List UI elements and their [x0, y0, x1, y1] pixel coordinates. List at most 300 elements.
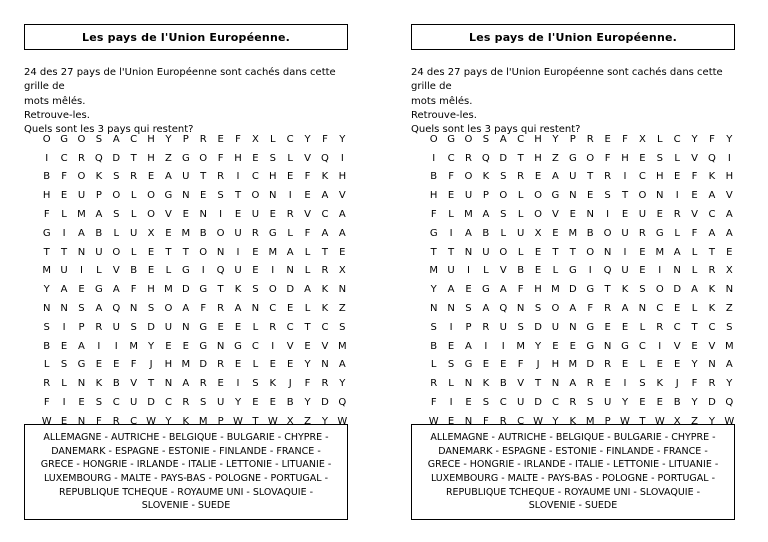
word-list-line: LUXEMBOURG - MALTE - PAYS-BAS - POLOGNE - PORTUGAL - — [430, 473, 715, 484]
grid-letter: S — [200, 397, 207, 409]
grid-letter: Y — [691, 397, 698, 409]
grid-letter: Z — [165, 152, 172, 164]
grid-letter: F — [604, 152, 611, 164]
grid-row — [425, 356, 738, 375]
grid-letter: P — [78, 321, 85, 333]
grid-letter: E — [234, 209, 242, 221]
grid-letter: Y — [552, 133, 559, 145]
grid-letter: N — [725, 284, 734, 296]
grid-letter: V — [165, 209, 172, 221]
grid-letter: E — [639, 265, 646, 277]
grid-row — [425, 374, 738, 393]
grid-letter: F — [200, 303, 207, 315]
grid-letter: R — [251, 227, 259, 239]
grid-letter: K — [321, 284, 329, 296]
grid-letter: L — [130, 190, 137, 202]
grid-letter: I — [449, 227, 453, 239]
word-list-line: GRECE - HONGRIE - IRLANDE - ITALIE - LETTONIE - LITUANIE - — [40, 459, 332, 471]
grid-letter: F — [517, 284, 524, 296]
grid-letter: R — [673, 209, 681, 221]
grid-letter: G — [199, 340, 208, 352]
grid-letter: U — [251, 209, 260, 221]
grid-letter: N — [269, 190, 277, 202]
grid-letter: E — [552, 340, 559, 352]
grid-letter: R — [638, 227, 646, 239]
grid-letter: N — [182, 321, 190, 333]
grid-letter: I — [236, 171, 240, 183]
grid-letter: V — [338, 190, 346, 202]
grid-letter: E — [182, 209, 189, 221]
grid-letter: U — [516, 227, 525, 239]
grid-letter: Q — [725, 397, 734, 409]
grid-letter: M — [725, 340, 734, 352]
grid-letter: M — [181, 227, 191, 239]
grid-row — [425, 205, 738, 224]
grid-letter: L — [691, 303, 698, 315]
grid-letter: P — [465, 321, 472, 333]
grid-letter: E — [165, 227, 172, 239]
grid-letter: E — [534, 246, 542, 258]
grid-letter: A — [482, 303, 490, 315]
grid-letter: N — [447, 303, 455, 315]
grid-letter: E — [674, 359, 681, 371]
grid-letter: F — [217, 152, 224, 164]
grid-letter: Q — [499, 303, 508, 315]
grid-letter: S — [113, 209, 120, 221]
grid-letter: R — [199, 133, 207, 145]
grid-row — [425, 393, 738, 412]
grid-letter: E — [60, 190, 68, 202]
grid-letter: G — [60, 133, 68, 145]
grid-letter: I — [62, 227, 66, 239]
grid-letter: N — [60, 303, 68, 315]
grid-letter: D — [199, 359, 208, 371]
grid-letter: H — [621, 152, 629, 164]
grid-letter: E — [447, 415, 455, 427]
grid-letter: R — [130, 171, 138, 183]
grid-letter: F — [709, 133, 715, 145]
grid-letter: U — [164, 321, 173, 333]
grid-letter: M — [77, 209, 86, 221]
grid-letter: O — [534, 209, 542, 221]
grid-letter: G — [268, 227, 277, 239]
grid-letter: F — [691, 171, 698, 183]
grid-letter: F — [587, 303, 594, 315]
instruction-line: Retrouve-les. — [24, 109, 90, 121]
grid-row — [425, 224, 738, 243]
grid-letter: E — [217, 133, 224, 145]
grid-letter: Y — [726, 133, 733, 145]
grid-row — [38, 130, 351, 149]
grid-row — [38, 224, 351, 243]
grid-letter: Y — [304, 397, 311, 409]
grid-letter: E — [287, 303, 294, 315]
grid-letter: A — [338, 359, 346, 371]
grid-letter: A — [338, 209, 346, 221]
grid-letter: E — [304, 190, 311, 202]
grid-letter: E — [182, 340, 189, 352]
grid-letter: Y — [304, 359, 311, 371]
grid-letter: F — [482, 415, 489, 427]
grid-letter: R — [604, 171, 612, 183]
grid-letter: N — [656, 190, 664, 202]
grid-letter: O — [251, 190, 260, 202]
grid-letter: G — [621, 340, 629, 352]
grid-letter: D — [534, 397, 542, 409]
grid-letter: F — [430, 397, 437, 409]
grid-letter: R — [586, 378, 594, 390]
instructions — [411, 66, 746, 137]
grid-letter: D — [499, 152, 508, 164]
grid-letter: W — [654, 415, 665, 427]
grid-letter: E — [95, 359, 103, 371]
grid-letter: E — [200, 190, 207, 202]
grid-letter: V — [130, 378, 138, 390]
grid-letter: E — [569, 209, 576, 221]
grid-letter: H — [534, 133, 542, 145]
grid-letter: O — [216, 227, 225, 239]
grid-letter: F — [304, 227, 311, 239]
grid-letter: R — [517, 171, 525, 183]
grid-letter: E — [604, 321, 611, 333]
grid-letter: N — [464, 415, 473, 427]
grid-letter: B — [95, 227, 103, 239]
grid-letter: H — [551, 359, 560, 371]
grid-letter: O — [586, 246, 595, 258]
grid-letter: V — [304, 209, 311, 221]
grid-letter: O — [586, 152, 595, 164]
grid-letter: L — [252, 321, 259, 333]
grid-letter: E — [304, 340, 311, 352]
grid-letter: O — [268, 284, 277, 296]
grid-letter: O — [77, 133, 86, 145]
grid-letter: U — [638, 209, 647, 221]
grid-letter: A — [338, 227, 346, 239]
grid-letter: R — [586, 133, 594, 145]
grid-letter: R — [499, 415, 507, 427]
grid-letter: Z — [552, 152, 559, 164]
grid-letter: C — [499, 397, 507, 409]
grid-letter: E — [639, 152, 646, 164]
grid-letter: O — [534, 190, 542, 202]
grid-letter: V — [725, 190, 733, 202]
grid-letter: C — [638, 171, 646, 183]
grid-letter: R — [217, 359, 225, 371]
grid-letter: H — [725, 171, 734, 183]
grid-letter: I — [219, 209, 223, 221]
grid-letter: C — [286, 133, 294, 145]
grid-letter: E — [217, 321, 224, 333]
word-list-line: REPUBLIQUE TCHEQUE - ROYAUME UNI - SLOVAQUIE - — [58, 486, 314, 498]
grid-letter: A — [465, 340, 472, 352]
grid-letter: E — [587, 190, 594, 202]
grid-letter: I — [501, 340, 505, 352]
grid-letter: U — [516, 397, 525, 409]
grid-letter: A — [725, 209, 733, 221]
grid-letter: A — [95, 209, 103, 221]
grid-letter: W — [41, 415, 52, 427]
grid-letter: E — [60, 340, 68, 352]
grid-letter: R — [217, 303, 225, 315]
grid-letter: J — [149, 359, 153, 371]
grid-letter: M — [198, 415, 208, 427]
grid-row — [425, 299, 738, 318]
grid-letter: N — [77, 246, 86, 258]
grid-letter: M — [181, 359, 191, 371]
grid-letter: P — [569, 133, 576, 145]
grid-letter: X — [534, 227, 542, 239]
grid-letter: L — [287, 152, 293, 164]
grid-letter: K — [182, 415, 190, 427]
grid-letter: A — [304, 284, 311, 296]
grid-letter: K — [95, 171, 103, 183]
grid-letter: I — [288, 190, 292, 202]
grid-letter: L — [304, 265, 311, 277]
grid-letter: Z — [691, 415, 698, 427]
grid-letter: R — [569, 397, 577, 409]
grid-letter: T — [708, 246, 715, 258]
grid-letter: Q — [603, 265, 612, 277]
grid-letter: A — [569, 378, 577, 390]
grid-row — [38, 262, 351, 281]
grid-letter: S — [430, 321, 437, 333]
grid-letter: C — [447, 152, 455, 164]
grid-letter: I — [449, 397, 453, 409]
grid-letter: L — [113, 227, 120, 239]
grid-letter: S — [726, 321, 733, 333]
grid-letter: O — [112, 190, 121, 202]
grid-letter: D — [147, 397, 155, 409]
grid-letter: E — [78, 397, 85, 409]
worksheet-title: Les pays de l'Union Européenne. — [81, 30, 291, 44]
grid-letter: V — [708, 340, 716, 352]
grid-letter: N — [42, 303, 51, 315]
grid-letter: C — [286, 321, 294, 333]
grid-letter: U — [182, 171, 190, 183]
grid-letter: N — [251, 303, 260, 315]
grid-letter: S — [130, 321, 137, 333]
grid-letter: J — [675, 378, 679, 390]
grid-letter: N — [216, 246, 225, 258]
grid-letter: R — [112, 415, 120, 427]
grid-letter: P — [482, 190, 489, 202]
grid-letter: U — [464, 190, 473, 202]
grid-letter: S — [500, 209, 507, 221]
grid-letter: S — [656, 152, 663, 164]
grid-letter: D — [147, 321, 155, 333]
grid-letter: C — [673, 133, 681, 145]
grid-letter: A — [286, 246, 294, 258]
grid-letter: E — [269, 359, 276, 371]
grid-letter: W — [724, 415, 735, 427]
grid-letter: W — [146, 415, 156, 427]
grid-letter: L — [448, 378, 454, 390]
grid-letter: R — [708, 378, 716, 390]
grid-letter: B — [199, 227, 207, 239]
grid-letter: S — [639, 284, 646, 296]
grid-letter: H — [429, 190, 438, 202]
grid-letter: N — [464, 378, 473, 390]
grid-letter: S — [78, 303, 85, 315]
grid-letter: J — [288, 378, 292, 390]
grid-letter: Y — [339, 378, 346, 390]
instructions — [24, 66, 359, 137]
grid-letter: E — [656, 359, 663, 371]
grid-letter: R — [708, 265, 716, 277]
grid-letter: S — [113, 171, 120, 183]
grid-letter: M — [655, 246, 665, 258]
grid-letter: L — [96, 265, 102, 277]
grid-letter: C — [551, 397, 559, 409]
grid-letter: C — [130, 133, 138, 145]
grid-letter: G — [464, 359, 473, 371]
grid-letter: N — [182, 190, 190, 202]
grid-letter: D — [181, 284, 190, 296]
grid-letter: Q — [338, 397, 347, 409]
grid-letter: A — [321, 227, 329, 239]
grid-letter: Y — [691, 359, 698, 371]
grid-letter: E — [691, 190, 698, 202]
grid-letter: N — [321, 359, 329, 371]
grid-letter: K — [621, 284, 629, 296]
grid-letter: L — [43, 359, 50, 371]
grid-letter: L — [691, 265, 698, 277]
grid-letter: R — [656, 321, 664, 333]
grid-letter: L — [304, 303, 311, 315]
instruction-line: Quels sont les 3 pays qui restent? — [24, 124, 194, 136]
word-list-line: DANEMARK - ESPAGNE - ESTONIE - FINLANDE - FRANCE - — [51, 445, 321, 457]
grid-letter: G — [164, 190, 173, 202]
grid-row — [38, 318, 351, 337]
grid-letter: K — [708, 171, 716, 183]
grid-letter: N — [603, 246, 612, 258]
grid-letter: O — [464, 171, 473, 183]
grid-letter: V — [304, 152, 311, 164]
grid-letter: E — [569, 340, 576, 352]
grid-letter: P — [604, 415, 611, 427]
grid-letter: Y — [552, 415, 559, 427]
grid-letter: T — [217, 284, 224, 296]
grid-letter: B — [430, 340, 438, 352]
grid-letter: N — [603, 340, 612, 352]
word-list-line: GRECE - HONGRIE - IRLANDE - ITALIE - LETTONIE - LITUANIE - — [427, 459, 719, 471]
grid-letter: X — [725, 265, 733, 277]
grid-letter: F — [130, 284, 137, 296]
grid-letter: S — [517, 321, 524, 333]
grid-letter: H — [534, 152, 542, 164]
grid-letter: O — [147, 209, 155, 221]
grid-letter: M — [42, 265, 52, 277]
grid-letter: M — [429, 265, 439, 277]
grid-letter: H — [234, 152, 242, 164]
grid-letter: E — [726, 246, 733, 258]
grid-letter: D — [708, 397, 716, 409]
grid-letter: G — [586, 284, 595, 296]
grid-letter: Q — [481, 152, 490, 164]
grid-letter: E — [621, 359, 629, 371]
grid-letter: C — [164, 397, 172, 409]
grid-letter: E — [604, 133, 611, 145]
grid-letter: E — [447, 340, 455, 352]
grid-letter: O — [638, 190, 647, 202]
grid-letter: I — [340, 152, 344, 164]
grid-letter: L — [61, 209, 67, 221]
grid-letter: W — [533, 415, 543, 427]
grid-letter: L — [304, 246, 311, 258]
grid-letter: K — [708, 303, 716, 315]
grid-letter: S — [95, 133, 103, 145]
grid-letter: C — [517, 133, 525, 145]
grid-letter: C — [638, 340, 646, 352]
grid-letter: Y — [43, 284, 50, 296]
grid-letter: U — [112, 321, 120, 333]
grid-letter: K — [321, 171, 329, 183]
grid-letter: Y — [708, 415, 715, 427]
grid-letter: O — [164, 303, 173, 315]
grid-letter: F — [517, 359, 524, 371]
word-list-line: ALLEMAGNE - AUTRICHE - BELGIQUE - BULGARIE - CHYPRE - — [43, 432, 329, 444]
grid-letter: P — [217, 415, 224, 427]
grid-letter: C — [708, 321, 716, 333]
grid-letter: T — [534, 378, 542, 390]
grid-letter: Z — [338, 303, 346, 315]
grid-letter: S — [269, 152, 276, 164]
grid-letter: G — [429, 227, 438, 239]
grid-letter: I — [271, 340, 275, 352]
grid-letter: L — [674, 227, 680, 239]
grid-letter: H — [656, 171, 664, 183]
grid-letter: X — [673, 415, 681, 427]
grid-letter: E — [269, 209, 276, 221]
grid-letter: T — [517, 152, 524, 164]
grid-letter: N — [464, 246, 473, 258]
grid-letter: U — [482, 246, 490, 258]
grid-letter: K — [321, 303, 329, 315]
grid-letter: H — [147, 284, 155, 296]
grid-letter: S — [339, 321, 346, 333]
grid-row — [425, 280, 738, 299]
grid-letter: I — [62, 321, 66, 333]
grid-letter: S — [252, 378, 259, 390]
grid-letter: T — [552, 246, 559, 258]
grid-letter: Y — [165, 133, 172, 145]
grid-letter: F — [61, 171, 67, 183]
grid-letter: K — [482, 378, 490, 390]
grid-letter: U — [551, 321, 560, 333]
grid-letter: L — [639, 359, 646, 371]
grid-letter: A — [499, 284, 507, 296]
grid-letter: F — [304, 171, 311, 183]
instruction-line: Quels sont les 3 pays qui restent? — [411, 124, 581, 136]
grid-letter: A — [447, 284, 455, 296]
grid-letter: G — [447, 133, 455, 145]
grid-letter: A — [60, 284, 68, 296]
grid-letter: M — [516, 340, 525, 352]
grid-letter: R — [182, 397, 190, 409]
grid-letter: T — [448, 246, 455, 258]
grid-letter: M — [464, 209, 473, 221]
grid-letter: T — [321, 246, 328, 258]
word-list-line: LUXEMBOURG - MALTE - PAYS-BAS - POLOGNE - PORTUGAL - — [43, 473, 328, 484]
grid-letter: G — [199, 284, 208, 296]
grid-letter: U — [129, 227, 138, 239]
grid-letter: E — [252, 152, 259, 164]
grid-letter: T — [234, 190, 242, 202]
grid-letter: K — [569, 415, 577, 427]
grid-letter: S — [482, 397, 490, 409]
grid-letter: V — [499, 265, 507, 277]
grid-letter: W — [233, 415, 243, 427]
